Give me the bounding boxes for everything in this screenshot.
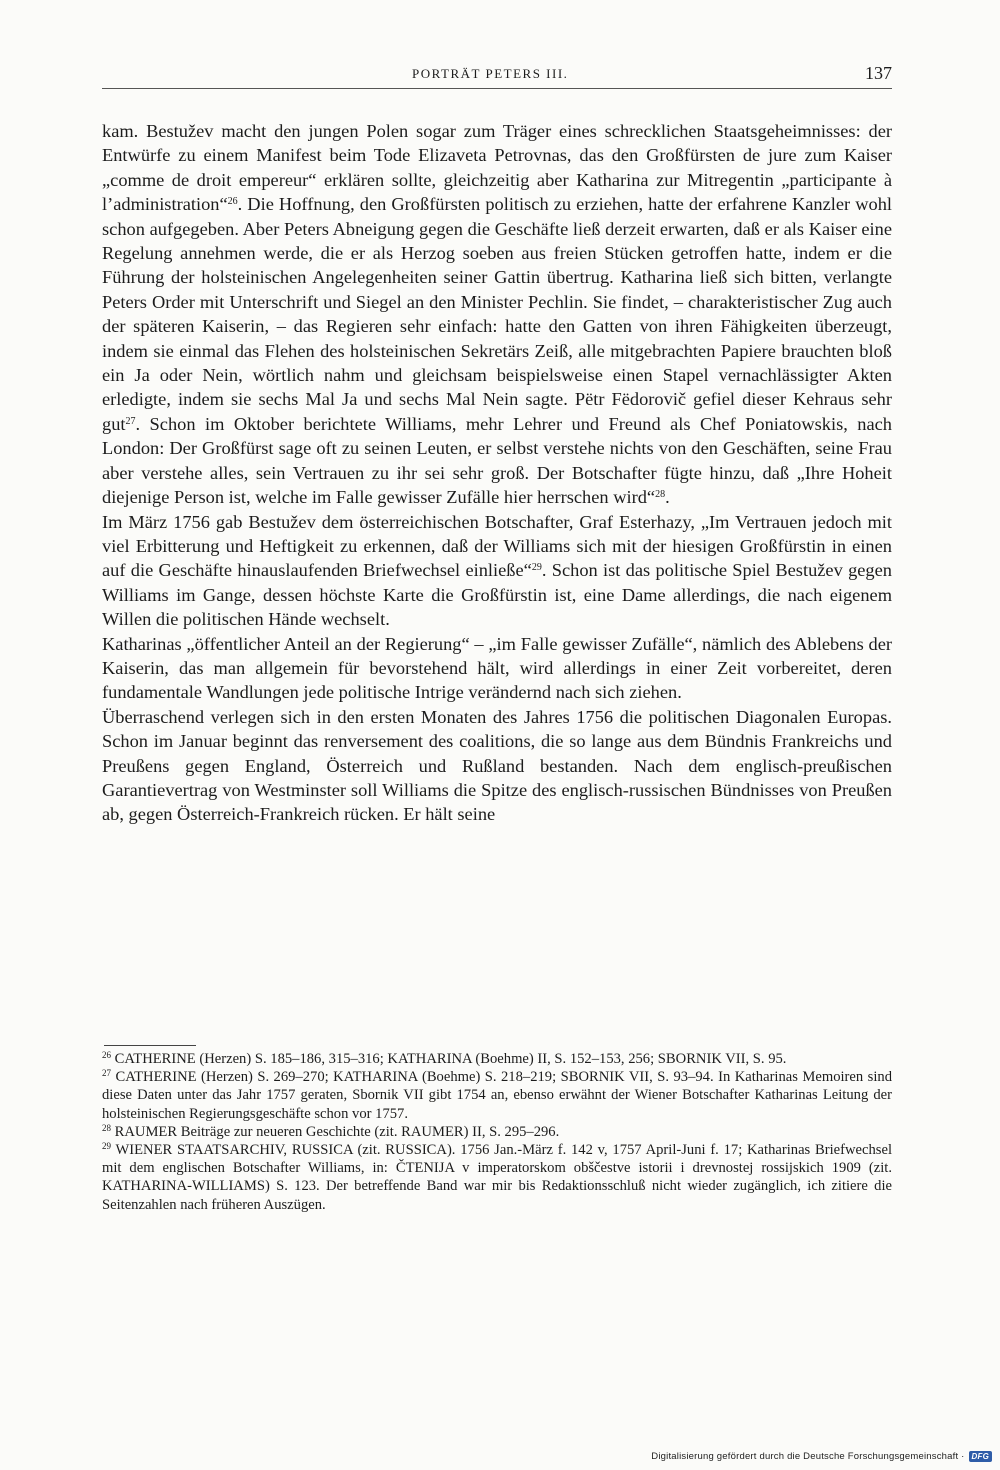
footnote-number: 29	[102, 1141, 111, 1152]
footnote-text: WIENER STAATSARCHIV, RUSSICA (zit. RUSSICA). 1756 Jan.-März f. 142 v, 1757 April-Juni f. 17; Katharinas Briefwechsel mit dem englischen Botschafter Williams, in: ČTENIJA v imperatorskom obščestve istorii i drevnostej rossijskich 1909 (zit. KATHARINA-WILLIAMS) S. 123. Der betreffende Band war mir bis Redaktionsschluß nicht wieder zugänglich, ich zitiere die Seitenzahlen nach früheren Auszügen.	[102, 1142, 892, 1213]
footnote-rule	[104, 1045, 196, 1046]
running-title: PORTRÄT PETERS III.	[412, 66, 569, 81]
footnote	[102, 1050, 892, 1068]
main-text	[102, 119, 892, 827]
paragraph: Überraschend verlegen sich in den ersten Monaten des Jahres 1756 die politischen Diagonalen Europas. Schon im Januar beginnt das renversement des coalitions, die so lange aus dem Bündnis Frankreichs und Preußens gegen England, Österreich und Rußland bestanden. Nach dem englisch-preußischen Garantievertrag von Westminster soll Williams die Spitze des englisch-russischen Bündnisses von Preußen ab, gegen Österreich-Frankreich rücken. Er hält seine	[102, 706, 892, 825]
footnote-ref[interactable]: 26	[227, 196, 238, 208]
paragraph: Katharinas „öffentlicher Anteil an der Regierung“ – „im Falle gewisser Zufälle“, nämlich des Ablebens der Kaiserin, das man allgemein für bevorstehend hält, wird allerdings in einer Zeit vorbereitet, deren fundamentale Wandlungen jede politische Intrige verändernd nach sich ziehen.	[102, 633, 892, 703]
footnote-number: 28	[102, 1122, 111, 1133]
footnote-text: CATHERINE (Herzen) S. 269–270; KATHARINA (Boehme) S. 218–219; SBORNIK VII, S. 93–94. In Katharinas Memoiren sind diese Daten unter das Jahr 1757 geraten, Sbornik VII gibt 1754 an, ebenso erwähnt der Wiener Botschafter Katharinas Leitung der holsteinischen Regierungsgeschäfte schon vor 1757.	[102, 1069, 892, 1122]
digitization-credit	[651, 1451, 992, 1462]
footnote-number: 26	[102, 1050, 111, 1060]
running-header	[102, 63, 892, 89]
footnote-text: RAUMER Beiträge zur neueren Geschichte (zit. RAUMER) II, S. 295–296.	[111, 1123, 560, 1140]
footnote-number: 27	[102, 1068, 111, 1079]
footnote-ref[interactable]: 27	[125, 415, 136, 427]
footnote	[102, 1068, 892, 1123]
page-number: 137	[865, 63, 892, 83]
footnote	[102, 1141, 892, 1214]
paragraph	[102, 119, 892, 510]
dfg-logo-icon: DFG	[969, 1451, 993, 1462]
credit-text: Digitalisierung gefördert durch die Deutsche Forschungsgemeinschaft ·	[651, 1451, 965, 1462]
footnotes	[102, 1050, 892, 1214]
text-span: . Schon im Oktober berichtete Williams, mehr Lehrer und Freund als Chef Poniatowskis, nach London: Der Großfürst sage oft zu seinen Leuten, er selbst verstehe nichts von den Geschäften, seine Frau aber verstehe alles, sein Vertrauen zu ihr sei sehr groß. Der Botschafter fügte hinzu, daß „Ihre Hoheit diejenige Person ist, welche im Falle gewisser Zufälle hier herrschen wird“	[102, 413, 892, 508]
paragraph	[102, 510, 892, 632]
footnote-ref[interactable]: 28	[655, 489, 666, 501]
footnote-text: CATHERINE (Herzen) S. 185–186, 315–316; KATHARINA (Boehme) II, S. 152–153, 256; SBORNIK VII, S. 95.	[111, 1051, 787, 1067]
text-span: . Schon ist das politische Spiel Bestužev gegen Williams im Gange, dessen höchste Karte die Großfürstin ist, eine Dame allerdings, die nach eigenem Willen die politischen Hände wechselt.	[102, 560, 892, 630]
footnote-ref[interactable]: 29	[531, 562, 542, 574]
text-span: .	[665, 487, 670, 508]
text-span: Im März 1756 gab Bestužev dem österreichischen Botschafter, Graf Esterhazy, „Im Vertrauen jedoch mit viel Erbitterung und Heftigkeit zu erkennen, daß der Williams sich mit der hiesigen Großfürstin in einen auf die Geschäfte hinauslaufenden Briefwechsel einließe“	[102, 511, 892, 581]
text-span: kam. Bestužev macht den jungen Polen sogar zum Träger eines schrecklichen Staatsgeheimnisses: der Entwürfe zu einem Manifest beim Tode Elizaveta Petrovnas, das den Großfürsten de jure zum Kaiser „comme de droit empereur“ erklären sollte, gleichzeitig aber Katharina zur Mitregentin „participante à l’administration“	[102, 121, 892, 215]
footnote	[102, 1123, 892, 1141]
text-span: . Die Hoffnung, den Großfürsten politisch zu erziehen, hatte der erfahrene Kanzler wohl schon aufgegeben. Aber Peters Abneigung gegen die Geschäfte ließ derzeit erwarten, daß er als Kaiser eine Regelung annehmen werde, die er als Herzog soeben aus freien Stücken getroffen hatte, indem er die Führung der holsteinischen Angelegenheiten seiner Gattin übertrug. Katharina ließ sich bitten, verlangte Peters Order mit Unterschrift und Siegel an den Minister Pechlin. Sie findet, – charakteristischer Zug auch der späteren Kaiserin, – das Regieren sehr einfach: hatte den Gatten von ihren Fähigkeiten überzeugt, indem sie einmal das Flehen des holsteinischen Sekretärs Zeiß, alle mitgebrachten Papiere brauchten bloß ein Ja oder Nein, wörtlich nahm und gleichsam beispielsweise einen Stapel vernachlässigter Akten erledigte, indem sie sechs Mal Ja und sechs Mal Nein sagte. Pëtr Fëdorovič gefiel dieser Kehraus sehr gut	[102, 194, 892, 434]
